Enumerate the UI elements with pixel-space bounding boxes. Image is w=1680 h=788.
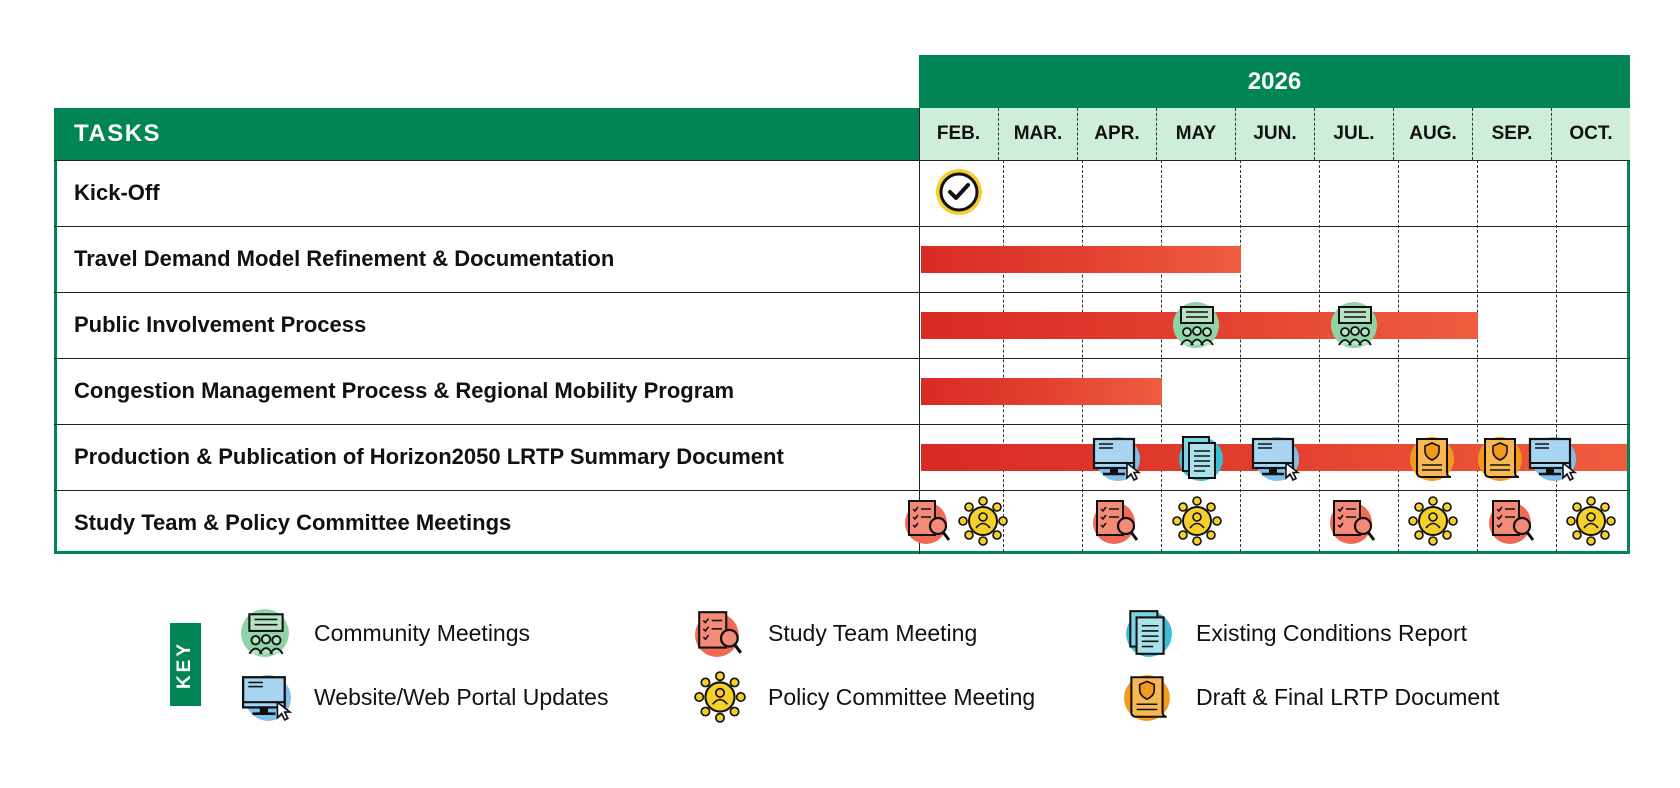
check-circle-icon: [934, 167, 984, 217]
website-update-icon: [1527, 433, 1577, 483]
month-feb: FEB.: [936, 123, 981, 144]
key-label: [170, 623, 201, 706]
legend-item: [694, 672, 1035, 722]
task-bar-travel-demand: [921, 246, 1241, 273]
legend-label: Policy Committee Meeting: [768, 683, 1036, 710]
task-row: [54, 160, 1630, 226]
month-sep: SEP.: [1472, 108, 1551, 160]
legend-label: Existing Conditions Report: [1196, 619, 1468, 646]
task-bar-congestion-management: [921, 378, 1162, 405]
month-apr: APR.: [1077, 108, 1156, 160]
month-gridline: [1082, 160, 1083, 552]
task-column-divider: [919, 108, 920, 554]
month-gridline: [1319, 160, 1320, 552]
legend-label: Community Meetings: [314, 619, 531, 646]
draft-final-lrtp-document-icon: [1408, 433, 1458, 483]
legend-item: [1122, 608, 1467, 658]
month-gridline: [1477, 160, 1478, 552]
website-update-icon: [240, 671, 292, 723]
legend-label: Website/Web Portal Updates: [314, 683, 609, 710]
community-meeting-icon: [240, 607, 292, 659]
legend-item: [694, 608, 977, 658]
policy-committee-meeting-icon: [1566, 496, 1616, 546]
month-header-row: [919, 108, 1630, 160]
study-team-meeting-icon: [1488, 496, 1538, 546]
website-update-icon: [1250, 433, 1300, 483]
month-gridline: [1398, 160, 1399, 552]
study-team-meeting-icon: [1092, 496, 1142, 546]
community-meeting-icon: [1172, 300, 1222, 350]
task-label: Study Team & Policy Committee Meetings: [74, 510, 512, 535]
month-jul: JUL.: [1314, 108, 1393, 160]
policy-committee-meeting-icon: [958, 496, 1008, 546]
study-team-meeting-icon: [694, 607, 746, 659]
year-header: 2026: [919, 55, 1630, 108]
legend-item: [1122, 672, 1499, 722]
legend-label: Draft & Final LRTP Document: [1196, 683, 1500, 710]
draft-final-lrtp-document-icon: [1476, 433, 1526, 483]
task-label: Production & Publication of Horizon2050 LRTP Summary Document: [74, 444, 784, 469]
community-meeting-icon: [1330, 300, 1380, 350]
key-label-text: KEY: [174, 640, 196, 689]
website-update-icon: [1091, 433, 1141, 483]
month-oct: OCT.: [1551, 108, 1630, 160]
existing-conditions-report-icon: [1122, 607, 1174, 659]
month-gridline: [1556, 160, 1557, 552]
task-label: Travel Demand Model Refinement & Documentation: [74, 246, 615, 271]
legend-item: [240, 672, 608, 722]
legend-label: Study Team Meeting: [768, 619, 978, 646]
study-team-meeting-icon: [1329, 496, 1379, 546]
study-team-meeting-icon: [904, 496, 954, 546]
tasks-header: TASKS: [54, 108, 919, 160]
month-mar: MAR.: [998, 108, 1077, 160]
policy-committee-meeting-icon: [1172, 496, 1222, 546]
month-jun: JUN.: [1235, 108, 1314, 160]
draft-final-lrtp-document-icon: [1122, 671, 1174, 723]
month-may: MAY: [1156, 108, 1235, 160]
legend-item: [240, 608, 530, 658]
task-row: [54, 226, 1630, 292]
month-aug: AUG.: [1393, 108, 1472, 160]
policy-committee-meeting-icon: [694, 671, 746, 723]
task-row: [54, 490, 1630, 556]
existing-conditions-report-icon: [1175, 433, 1225, 483]
month-gridline: [1161, 160, 1162, 552]
task-row: [54, 358, 1630, 424]
task-label: Public Involvement Process: [74, 312, 367, 337]
task-label: Congestion Management Process & Regional Mobility Program: [74, 378, 735, 403]
month-gridline: [1003, 160, 1004, 552]
task-label: Kick-Off: [74, 180, 160, 205]
policy-committee-meeting-icon: [1408, 496, 1458, 546]
month-gridline: [1240, 160, 1241, 552]
